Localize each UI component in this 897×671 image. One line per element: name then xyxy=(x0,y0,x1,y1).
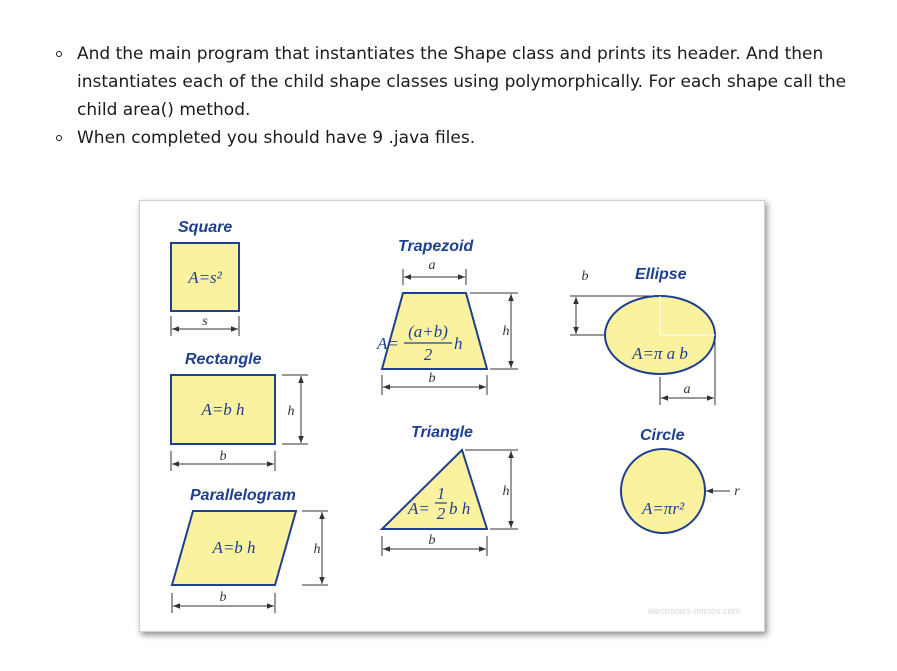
ellipse-major-axis-label: a xyxy=(683,382,691,397)
triangle-formula-denominator: 2 xyxy=(436,504,446,523)
bullet-item-java-files xyxy=(56,124,856,152)
parallelogram-label: Parallelogram xyxy=(190,487,296,504)
ellipse-minor-axis-label: b xyxy=(581,269,589,284)
circle-formula: A=πr² xyxy=(641,499,685,518)
circle-label: Circle xyxy=(640,427,685,444)
triangle-formula-numerator: 1 xyxy=(436,484,446,503)
circle-shape xyxy=(621,449,705,533)
trapezoid-height-label: h xyxy=(502,324,510,339)
triangle-shape-group xyxy=(382,424,518,556)
triangle-height-label: h xyxy=(502,484,510,499)
bullet-marker xyxy=(56,135,62,141)
bullet-text: When completed you should have 9 .java files. xyxy=(77,128,476,148)
rectangle-shape-group xyxy=(171,351,308,471)
trapezoid-base-label: b xyxy=(428,371,436,386)
bullet-text: And the main program that instantiates the Shape class and prints its header. And then instantiates each of the child shape classes using polymorphically. For each shape call the child area() method. xyxy=(77,44,847,120)
parallelogram-shape-group xyxy=(172,487,328,613)
trapezoid-formula-numerator: (a+b) xyxy=(408,322,448,341)
rectangle-height-label: h xyxy=(287,404,295,419)
square-shape-group xyxy=(171,219,239,336)
bullet-item-main-program xyxy=(56,40,856,124)
watermark-text: electronics-micros.com xyxy=(648,606,741,616)
rectangle-base-label: b xyxy=(219,449,227,464)
rectangle-formula: A=b h xyxy=(201,400,245,419)
parallelogram-formula: A=b h xyxy=(212,538,256,557)
circle-radius-label: r xyxy=(734,484,740,499)
trapezoid-top-label: a xyxy=(428,258,436,273)
trapezoid-shape-group xyxy=(376,238,518,395)
shapes-area-figure xyxy=(139,200,765,632)
square-formula: A=s² xyxy=(188,268,222,287)
trapezoid-formula-rhs: h xyxy=(454,334,463,353)
triangle-label: Triangle xyxy=(411,424,473,441)
shapes-diagram xyxy=(140,201,764,631)
trapezoid-formula-lhs: A= xyxy=(377,334,399,353)
ellipse-formula: A=π a b xyxy=(632,344,688,363)
circle-shape-group xyxy=(621,427,740,533)
triangle-formula-lhs: A= xyxy=(408,499,430,518)
ellipse-shape-group xyxy=(570,266,715,405)
trapezoid-label: Trapezoid xyxy=(398,238,474,255)
instruction-list xyxy=(56,40,856,152)
triangle-shape xyxy=(382,450,487,529)
parallelogram-base-label: b xyxy=(219,590,227,605)
parallelogram-height-label: h xyxy=(313,542,321,557)
triangle-formula-rhs: b h xyxy=(449,499,471,518)
triangle-base-label: b xyxy=(428,533,436,548)
ellipse-label: Ellipse xyxy=(635,266,687,283)
trapezoid-formula-denominator: 2 xyxy=(423,345,433,364)
square-side-label: s xyxy=(202,314,208,329)
rectangle-label: Rectangle xyxy=(185,351,262,368)
square-label: Square xyxy=(178,219,233,236)
bullet-marker xyxy=(56,51,62,57)
